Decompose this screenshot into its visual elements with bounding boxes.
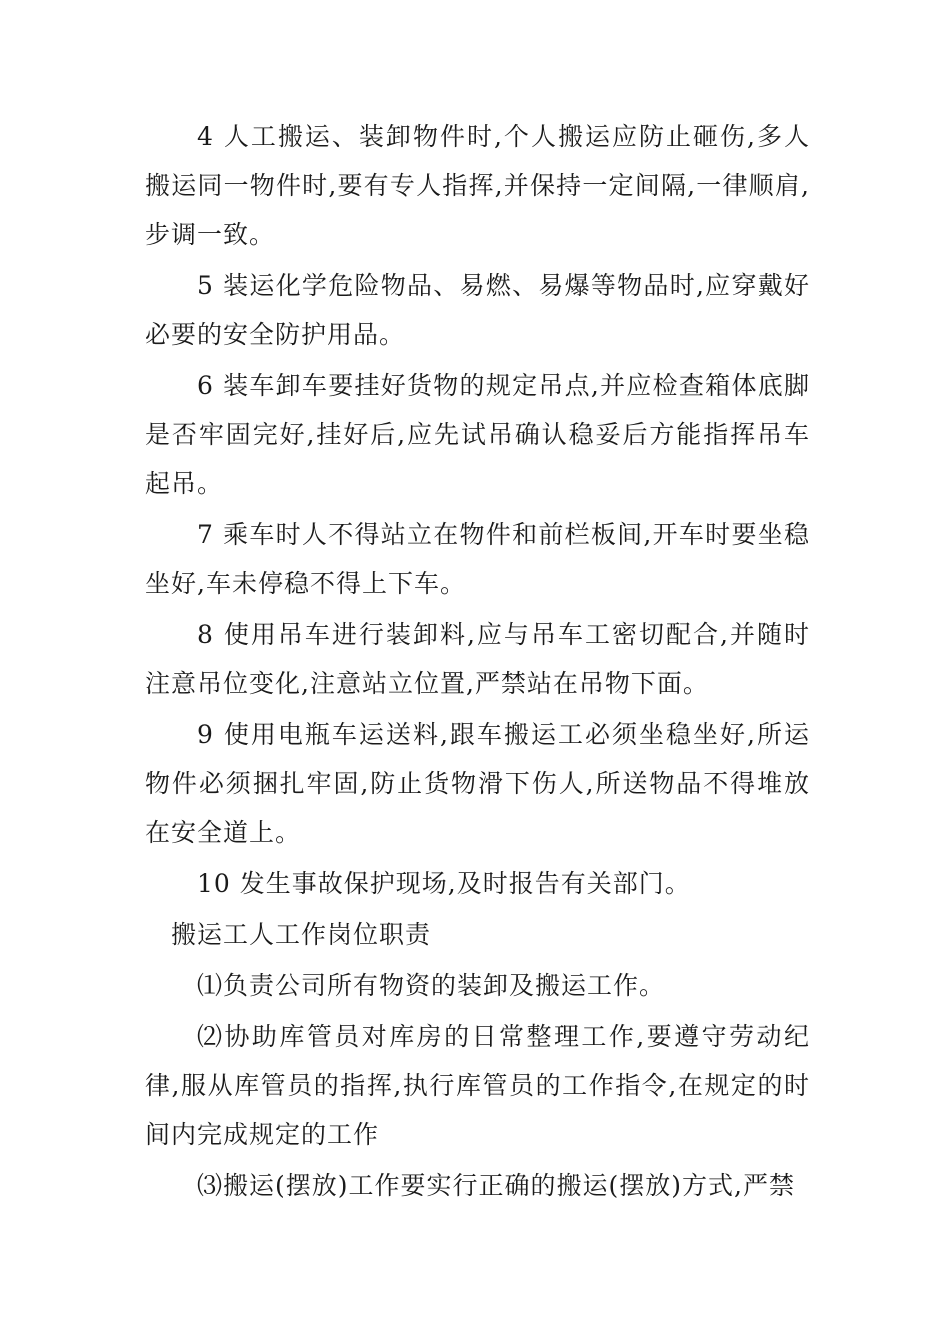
duty-item-3: ⑶搬运(摆放)工作要实行正确的搬运(摆放)方式,严禁 [197, 1171, 795, 1200]
document-body [145, 112, 810, 1210]
section-title: 搬运工人工作岗位职责 [171, 920, 432, 949]
duty-item-1: ⑴负责公司所有物资的装卸及搬运工作。 [197, 971, 666, 1000]
paragraph-rule-10: 10 发生事故保护现场,及时报告有关部门。 [197, 869, 691, 898]
duty-item-2: ⑵协助库管员对库房的日常整理工作,要遵守劳动纪律,服从库管员的指挥,执行库管员的工作指令,在规定的时间内完成规定的工作 [145, 1022, 810, 1149]
paragraph-rule-7: 7 乘车时人不得站立在物件和前栏板间,开车时要坐稳坐好,车未停稳不得上下车。 [145, 520, 810, 598]
paragraph-rule-5: 5 装运化学危险物品、易燃、易爆等物品时,应穿戴好必要的安全防护用品。 [145, 271, 810, 349]
paragraph-rule-6: 6 装车卸车要挂好货物的规定吊点,并应检查箱体底脚是否牢固完好,挂好后,应先试吊确认稳妥后方能指挥吊车起吊。 [145, 371, 810, 498]
paragraph-rule-8: 8 使用吊车进行装卸料,应与吊车工密切配合,并随时注意吊位变化,注意站立位置,严禁站在吊物下面。 [145, 620, 810, 698]
paragraph-rule-9: 9 使用电瓶车运送料,跟车搬运工必须坐稳坐好,所运物件必须捆扎牢固,防止货物滑下伤人,所送物品不得堆放在安全道上。 [145, 720, 810, 847]
paragraph-rule-4: 4 人工搬运、装卸物件时,个人搬运应防止砸伤,多人搬运同一物件时,要有专人指挥,并保持一定间隔,一律顺肩,步调一致。 [145, 122, 810, 249]
